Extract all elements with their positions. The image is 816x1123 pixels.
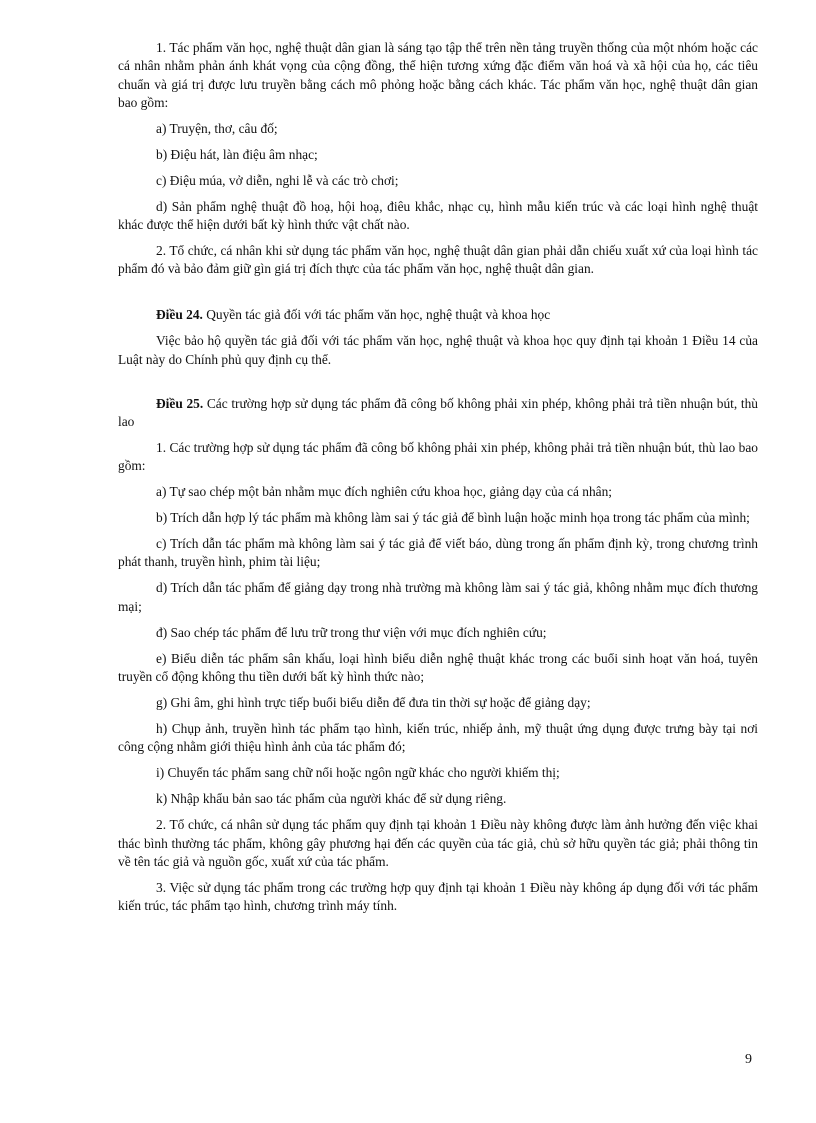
- art25-clause-3: 3. Việc sử dụng tác phẩm trong các trường hợp quy định tại khoản 1 Điều này không áp dụng đối với tác phẩm kiến trúc, tác phẩm tạo hình, chương trình máy tính.: [118, 879, 758, 914]
- art25-heading: [118, 395, 758, 432]
- art25-item-g: g) Ghi âm, ghi hình trực tiếp buổi biểu diễn để đưa tin thời sự hoặc để giảng dạy;: [156, 695, 591, 711]
- page-number: 9: [745, 1052, 752, 1067]
- art25-item-b: b) Trích dẫn hợp lý tác phẩm mà không làm sai ý tác giả để bình luận hoặc minh họa trong tác phẩm của mình;: [156, 510, 750, 526]
- art25-item-h: h) Chụp ảnh, truyền hình tác phẩm tạo hình, kiến trúc, nhiếp ảnh, mỹ thuật ứng dụng được trưng bày tại nơi công cộng nhằm giới thiệu hình ảnh của tác phẩm đó;: [118, 721, 758, 755]
- art23-item-d: d) Sản phẩm nghệ thuật đồ hoạ, hội hoạ, điêu khắc, nhạc cụ, hình mẫu kiến trúc và các loại hình nghệ thuật khác được thể hiện dưới bất kỳ hình thức vật chất nào.: [118, 198, 758, 233]
- art25-label: Điều 25.: [156, 395, 204, 411]
- art24-heading: [118, 306, 758, 324]
- art24-body: Việc bảo hộ quyền tác giả đối với tác phẩm văn học, nghệ thuật và khoa học quy định tại khoản 1 Điều 14 của Luật này do Chính phủ quy định cụ thể.: [118, 333, 758, 367]
- art23-item-c: c) Điệu múa, vở diễn, nghi lễ và các trò chơi;: [156, 172, 399, 188]
- art25-item-c: c) Trích dẫn tác phẩm mà không làm sai ý tác giả để viết báo, dùng trong ấn phẩm định kỳ, trong chương trình phát thanh, truyền hình, phim tài liệu;: [118, 536, 758, 570]
- art24-title: Quyền tác giả đối với tác phẩm văn học, nghệ thuật và khoa học: [202, 307, 551, 323]
- art25-title: Các trường hợp sử dụng tác phẩm đã công bố không phải xin phép, không phải trả tiền nhuận bút, thù lao: [118, 395, 758, 429]
- document-page: [118, 39, 758, 923]
- art25-clause-2: 2. Tổ chức, cá nhân sử dụng tác phẩm quy định tại khoản 1 Điều này không được làm ảnh hưởng đến việc khai thác bình thường tác phẩm, không gây phương hại đến các quyền của tác giả, chủ sở hữu quyền tác giả; phải thông tin về tên tác giả và nguồn gốc, xuất xứ của tác phẩm.: [118, 817, 758, 869]
- art23-item-a: a) Truyện, thơ, câu đố;: [156, 120, 278, 136]
- art25-clause-1: 1. Các trường hợp sử dụng tác phẩm đã công bố không phải xin phép, không phải trả tiền nhuận bút, thù lao bao gồm:: [118, 439, 758, 474]
- art25-item-e: e) Biểu diễn tác phẩm sân khấu, loại hình biểu diễn nghệ thuật khác trong các buổi sinh hoạt văn hoá, tuyên truyền cổ động không thu tiền dưới bất kỳ hình thức nào;: [118, 650, 758, 685]
- art25-item-a: a) Tự sao chép một bản nhằm mục đích nghiên cứu khoa học, giảng dạy của cá nhân;: [156, 484, 613, 500]
- art25-item-d: d) Trích dẫn tác phẩm để giảng dạy trong nhà trường mà không làm sai ý tác giả, không nhằm mục đích thương mại;: [118, 580, 758, 614]
- art24-label: Điều 24.: [156, 307, 203, 323]
- art23-clause-2: 2. Tổ chức, cá nhân khi sử dụng tác phẩm văn học, nghệ thuật dân gian phải dẫn chiếu xuất xứ của loại hình tác phẩm đó và bảo đảm giữ gìn giá trị đích thực của tác phẩm văn học, nghệ thuật dân gian.: [118, 243, 758, 277]
- art25-item-dd: đ) Sao chép tác phẩm để lưu trữ trong thư viện với mục đích nghiên cứu;: [156, 624, 547, 640]
- art23-item-b: b) Điệu hát, làn điệu âm nhạc;: [156, 146, 318, 162]
- art25-item-i: i) Chuyển tác phẩm sang chữ nổi hoặc ngôn ngữ khác cho người khiếm thị;: [156, 765, 560, 781]
- art25-item-k: k) Nhập khẩu bản sao tác phẩm của người khác để sử dụng riêng.: [156, 791, 507, 807]
- art23-clause-1: 1. Tác phẩm văn học, nghệ thuật dân gian là sáng tạo tập thể trên nền tảng truyền thống của một nhóm hoặc các cá nhân nhằm phản ánh khát vọng của cộng đồng, thể hiện tương xứng đặc điểm văn hoá và xã hội của họ, các tiêu chuẩn và giá trị được lưu truyền bằng cách mô phỏng hoặc bằng cách khác. Tác phẩm văn học, nghệ thuật dân gian bao gồm:: [118, 40, 758, 110]
